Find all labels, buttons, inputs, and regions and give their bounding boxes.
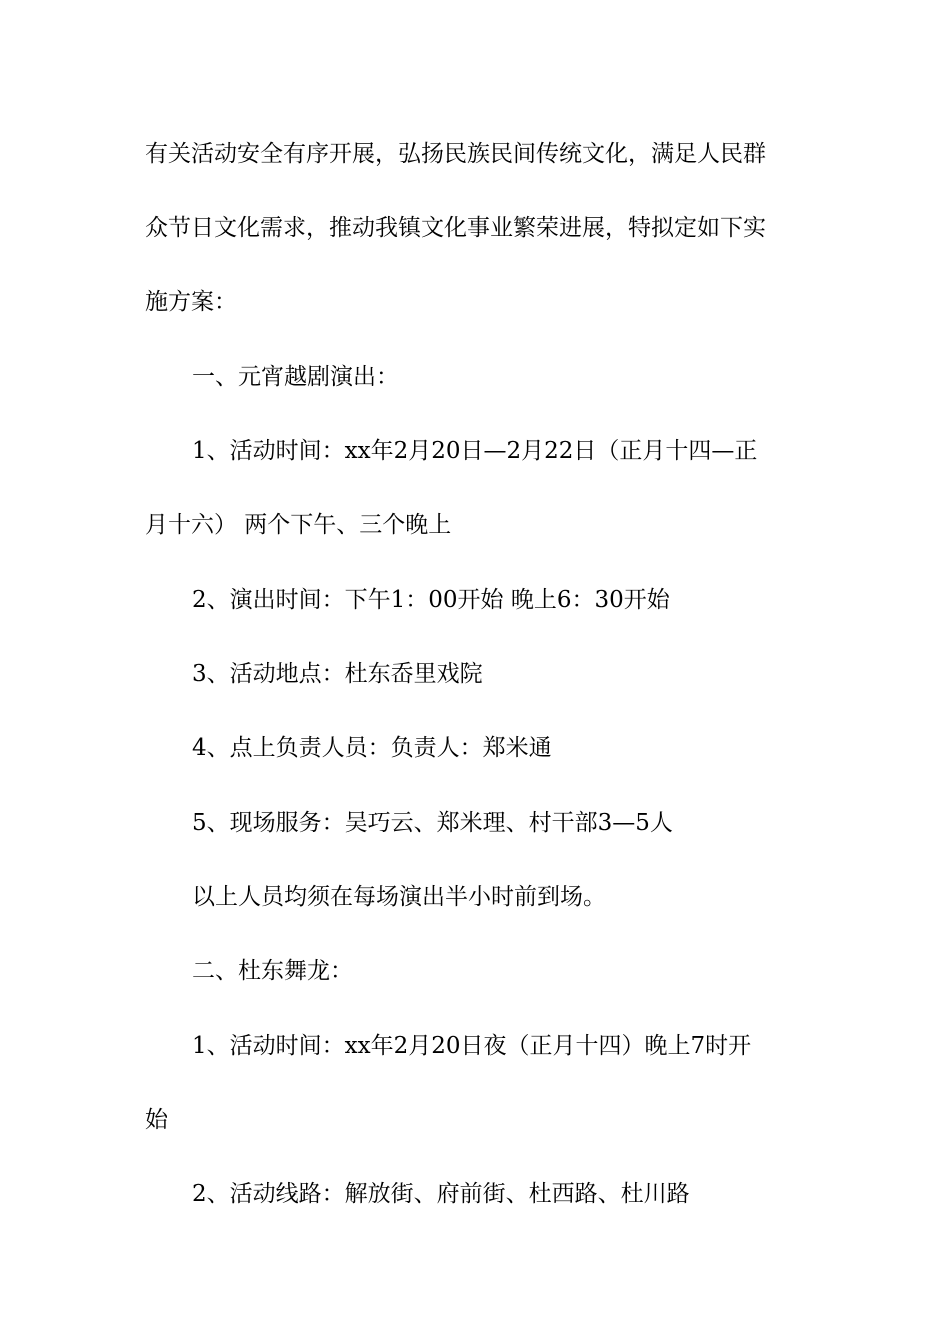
- text-line: 2、活动线路：解放街、府前街、杜西路、杜川路: [192, 1181, 690, 1207]
- text-line: 1、活动时间：xx年2月20日夜（正月十四）晚上7时开: [192, 1033, 752, 1059]
- text-line: 众节日文化需求，推动我镇文化事业繁荣进展，特拟定如下实: [145, 215, 766, 241]
- text-line: 2、演出时间：下午1：00开始 晚上6：30开始: [192, 587, 670, 613]
- text-line: 4、点上负责人员：负责人：郑米通: [192, 735, 552, 761]
- text-line: 有关活动安全有序开展，弘扬民族民间传统文化，满足人民群: [145, 141, 766, 167]
- section-heading: 二、杜东舞龙：: [192, 958, 353, 984]
- text-line: 月十六） 两个下午、三个晚上: [145, 512, 452, 538]
- section-heading: 一、元宵越剧演出：: [192, 364, 399, 390]
- text-line: 始: [145, 1107, 168, 1133]
- text-line: 施方案：: [145, 289, 237, 315]
- text-line: 5、现场服务：吴巧云、郑米理、村干部3—5人: [192, 810, 673, 836]
- text-line: 3、活动地点：杜东岙里戏院: [192, 661, 483, 687]
- text-line: 1、活动时间：xx年2月20日—2月22日（正月十四—正: [192, 438, 758, 464]
- text-line: 以上人员均须在每场演出半小时前到场。: [192, 884, 606, 910]
